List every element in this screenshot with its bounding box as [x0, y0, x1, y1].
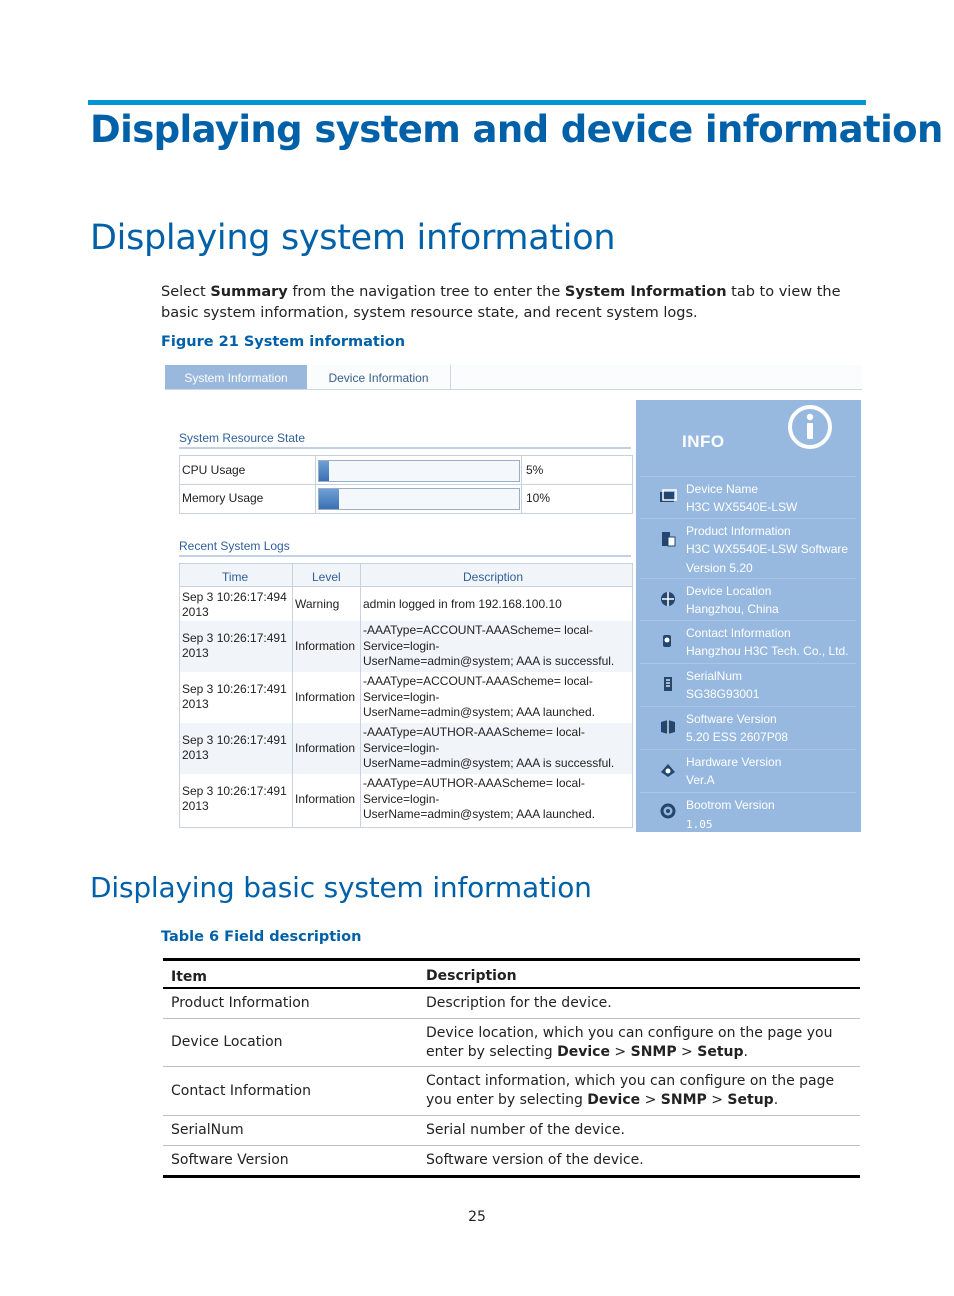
cpu-usage-label: CPU Usage — [182, 463, 246, 477]
table-row — [163, 1067, 860, 1116]
log-row — [180, 774, 632, 826]
row-description — [426, 1024, 851, 1062]
info-value: Hangzhou H3C Tech. Co., Ltd. — [686, 644, 849, 658]
row-item: Device Location — [171, 1034, 283, 1050]
info-panel — [636, 400, 861, 832]
info-item-bootrom-version — [640, 792, 856, 831]
log-description: admin logged in from 192.168.100.10 — [363, 597, 562, 611]
contact-icon — [658, 631, 678, 651]
resource-title-rule — [179, 447, 631, 449]
info-label: Device Location — [686, 584, 772, 598]
table-row — [163, 1146, 860, 1175]
info-item-contact-information — [640, 620, 856, 664]
path-separator: > — [609, 1044, 631, 1060]
path-separator: > — [640, 1092, 661, 1108]
memory-usage-value: 10% — [526, 491, 551, 505]
log-row — [180, 587, 632, 621]
log-description: -AAAType=ACCOUNT-AAAScheme= local- Service=login- UserName=admin@system; AAA launched. — [363, 674, 595, 719]
log-col-divider — [360, 564, 361, 827]
menu-path-setup: Setup — [727, 1092, 774, 1108]
cpu-usage-value: 5% — [526, 463, 544, 477]
memory-usage-bar-fill — [319, 489, 339, 509]
info-item-software-version — [640, 706, 856, 750]
chapter-title: Displaying system and device information — [90, 108, 943, 151]
table-row — [163, 1019, 860, 1067]
serial-icon — [658, 674, 678, 694]
log-row — [180, 723, 632, 774]
log-time: Sep 3 10:26:17:491 2013 — [182, 631, 287, 660]
hardware-icon — [658, 760, 678, 780]
desc-text: Device location, which you can configure on the page you enter by selecting — [426, 1025, 833, 1060]
info-value: 1.05 — [686, 818, 713, 831]
header-item: Item — [171, 969, 207, 985]
info-label: Hardware Version — [686, 755, 782, 769]
product-icon — [658, 529, 678, 549]
log-description: -AAAType=AUTHOR-AAAScheme= local- Service=login- UserName=admin@system; AAA is successful. — [363, 725, 615, 770]
info-value: H3C WX5540E-LSW Software Version 5.20 — [686, 542, 849, 575]
cpu-usage-bar — [318, 460, 520, 482]
device-icon — [658, 487, 678, 507]
intro-text-3: tab to view the basic system information, system resource state, and recent system logs. — [161, 284, 841, 321]
intro-text-1: Select — [161, 284, 211, 300]
menu-path-snmp: SNMP — [630, 1044, 677, 1060]
info-item-device-location — [640, 578, 856, 621]
info-item-device-name — [640, 476, 856, 519]
intro-text-2: from the navigation tree to enter the — [287, 284, 565, 300]
intro-bold-system-information: System Information — [564, 284, 727, 300]
log-header-description: Description — [463, 570, 524, 584]
table-row — [163, 989, 860, 1019]
menu-path-device: Device — [557, 1044, 610, 1060]
page-number: 25 — [468, 1209, 486, 1225]
info-value: Ver.A — [686, 773, 715, 787]
info-logo-icon — [786, 403, 834, 451]
heading-rule — [88, 100, 866, 105]
tab-bar — [165, 365, 862, 390]
log-col-divider — [292, 564, 293, 827]
memory-usage-bar — [318, 488, 520, 510]
info-value: SG38G93001 — [686, 687, 760, 701]
row-item: Contact Information — [171, 1083, 311, 1099]
info-label: Software Version — [686, 712, 777, 726]
intro-bold-summary: Summary — [210, 284, 288, 300]
resource-row-divider — [180, 484, 632, 485]
log-level: Information — [295, 741, 356, 755]
info-item-product-information — [640, 518, 856, 579]
log-header-time: Time — [222, 570, 249, 584]
table-bottom-rule — [163, 1175, 860, 1178]
info-label: SerialNum — [686, 669, 743, 683]
path-separator: > — [706, 1092, 728, 1108]
cpu-usage-bar-fill — [319, 461, 329, 481]
row-description: Serial number of the device. — [426, 1122, 625, 1138]
info-label: Product Information — [686, 524, 791, 538]
info-label: Device Name — [686, 482, 759, 496]
recent-logs-title: Recent System Logs — [179, 539, 290, 553]
info-label: Bootrom Version — [686, 798, 775, 812]
log-row — [180, 621, 632, 672]
log-level: Warning — [295, 597, 340, 611]
tab-device-information[interactable]: Device Information — [307, 365, 451, 389]
recent-logs-rule — [179, 555, 631, 557]
table-row — [163, 1116, 860, 1146]
tab-system-information[interactable]: System Information — [165, 365, 307, 389]
log-description: -AAAType=AUTHOR-AAAScheme= local- Service=login- UserName=admin@system; AAA launched. — [363, 776, 595, 821]
log-level: Information — [295, 639, 356, 653]
log-time: Sep 3 10:26:17:491 2013 — [182, 733, 287, 762]
path-separator: > — [676, 1044, 698, 1060]
log-description: -AAAType=ACCOUNT-AAAScheme= local- Service=login- UserName=admin@system; AAA is successful. — [363, 623, 615, 668]
log-row — [180, 672, 632, 723]
menu-path-snmp: SNMP — [660, 1092, 707, 1108]
log-header-level: Level — [312, 570, 341, 584]
table-caption: Table 6 Field description — [161, 929, 362, 945]
intro-paragraph — [161, 282, 864, 324]
log-time: Sep 3 10:26:17:494 2013 — [182, 590, 287, 619]
desc-text: Contact information, which you can configure on the page you enter by selecting — [426, 1073, 835, 1108]
menu-path-device: Device — [587, 1092, 641, 1108]
log-header — [180, 564, 632, 587]
info-value: H3C WX5540E-LSW — [686, 500, 798, 514]
row-item: Product Information — [171, 995, 310, 1011]
log-level: Information — [295, 792, 356, 806]
bootrom-icon — [658, 801, 678, 821]
software-icon — [658, 717, 678, 737]
row-description: Description for the device. — [426, 995, 612, 1011]
row-description — [426, 1072, 851, 1110]
info-item-serialnum — [640, 663, 856, 707]
info-label: Contact Information — [686, 626, 791, 640]
row-item: Software Version — [171, 1152, 289, 1168]
subsection-title: Displaying basic system information — [90, 871, 592, 904]
info-item-hardware-version — [640, 749, 856, 793]
header-description: Description — [426, 968, 517, 984]
log-time: Sep 3 10:26:17:491 2013 — [182, 682, 287, 711]
period: . — [743, 1044, 748, 1060]
info-value: Hangzhou, China — [686, 602, 779, 616]
info-title: INFO — [682, 432, 725, 451]
log-time: Sep 3 10:26:17:491 2013 — [182, 784, 287, 813]
row-description: Software version of the device. — [426, 1152, 644, 1168]
menu-path-setup: Setup — [697, 1044, 744, 1060]
period: . — [773, 1092, 779, 1108]
section-title: Displaying system information — [90, 218, 616, 258]
field-description-table — [163, 958, 860, 1178]
location-icon — [658, 589, 678, 609]
row-item: SerialNum — [171, 1122, 244, 1138]
memory-usage-label: Memory Usage — [182, 491, 264, 505]
figure-caption: Figure 21 System information — [161, 334, 406, 350]
resource-state-title: System Resource State — [179, 431, 306, 445]
resource-state-table — [179, 455, 633, 514]
recent-logs-table — [179, 563, 633, 828]
info-value: 5.20 ESS 2607P08 — [686, 730, 789, 744]
log-level: Information — [295, 690, 356, 704]
system-information-screenshot — [165, 365, 862, 833]
table-top-rule — [163, 958, 860, 961]
